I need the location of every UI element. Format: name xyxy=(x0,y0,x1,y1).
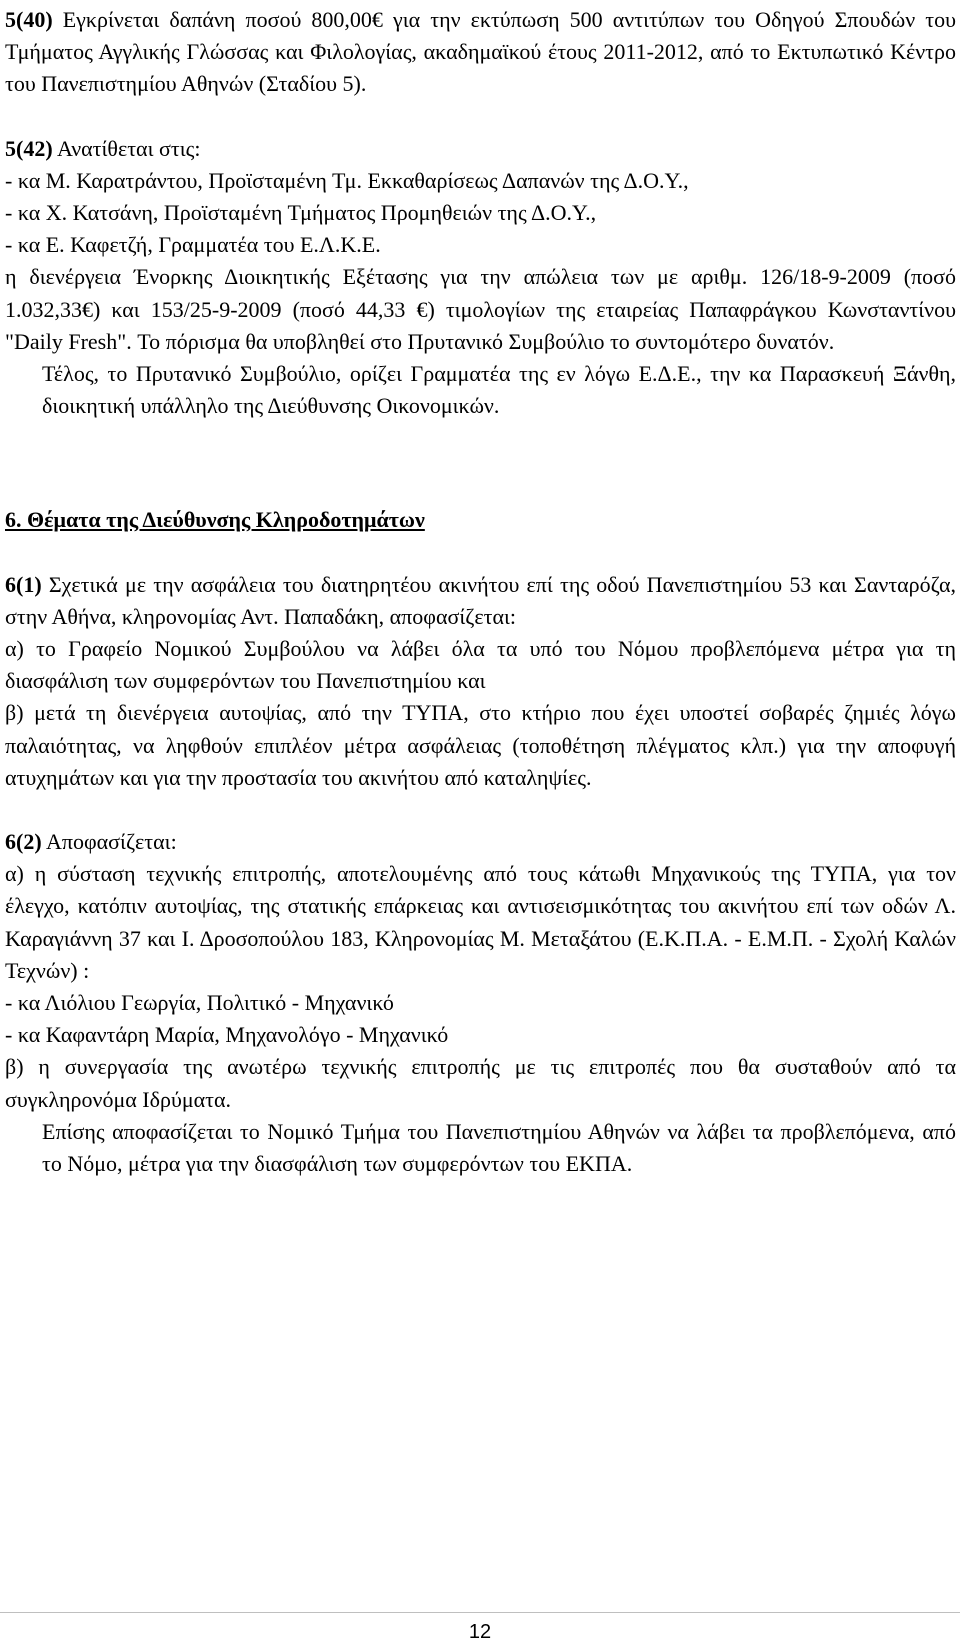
decision-item-b: β) μετά τη διενέργεια αυτοψίας, από την ΤΥΠΑ, στο κτήριο που έχει υποστεί σοβαρές ζημιές λόγω παλαιότητας, να ληφθούν επιπλέον μέτρα ασφάλειας (τοποθέτηση πλέγματος κλπ.) για την αποφυγή ατυχημάτων και για την προστασία του ακινήτου από καταληψίες. xyxy=(5,700,956,790)
decision-number: 6(1) xyxy=(5,571,42,597)
decision-intro-line xyxy=(5,826,956,858)
decision-intro: Αποφασίζεται: xyxy=(41,829,177,855)
assignee-line: - κα Μ. Καρατράντου, Προϊσταμένη Τμ. Εκκαθαρίσεως Δαπανών της Δ.Ο.Υ., xyxy=(5,167,689,193)
decision-closing: Επίσης αποφασίζεται το Νομικό Τμήμα του Πανεπιστημίου Αθηνών να λάβει τα προβλεπόμενα, από το Νόμο, μέτρα για την διασφάλιση των συμφερόντων του ΕΚΠΑ. xyxy=(42,1118,956,1177)
document-body xyxy=(5,4,956,1180)
committee-member: - κα Καφαντάρη Μαρία, Μηχανολόγο - Μηχανικό xyxy=(5,1022,449,1048)
decision-item-a: α) η σύσταση τεχνικής επιτροπής, αποτελουμένης από τους κάτωθι Μηχανικούς της ΤΥΠΑ, για τον έλεγχο, κατόπιν αυτοψίας, της στατικής επάρκειας και αντισεισμικότητας του ακινήτου επί των οδών Λ. Καραγιάννη 37 και Ι. Δροσοπούλου 183, Κληρονομίας Μ. Μεταξάτου (Ε.Κ.Π.Α. - Ε.Μ.Π. - Σχολή Καλών Τεχνών) : xyxy=(5,861,956,983)
decision-5-42 xyxy=(5,133,956,423)
decision-item-a: α) το Γραφείο Νομικού Συμβούλου να λάβει όλα τα υπό του Νόμου προβλεπόμενα μέτρα για τη διασφάλιση των συμφερόντων του Πανεπιστημίου και xyxy=(5,636,956,694)
decision-closing: Τέλος, το Πρυτανικό Συμβούλιο, ορίζει Γραμματέα της εν λόγω Ε.Δ.Ε., την κα Παρασκευή Ξάνθη, διοικητική υπάλληλο της Διεύθυνσης Οικονομικών. xyxy=(42,361,956,419)
section-heading: 6. Θέματα της Διεύθυνσης Κληροδοτημάτων xyxy=(5,507,425,533)
decision-6-2 xyxy=(5,826,956,1180)
decision-number: 5(42) xyxy=(5,135,53,161)
decision-number: 5(40) xyxy=(5,7,53,32)
page-footer xyxy=(0,1612,960,1647)
decision-intro: Σχετικά με την ασφάλεια του διατηρητέου ακινήτου επί της οδού Πανεπιστημίου 53 και Σανταρόζα, στην Αθήνα, κληρονομίας Αντ. Παπαδάκη, αποφασίζεται: xyxy=(5,571,956,629)
decision-5-40 xyxy=(5,4,956,101)
decision-number: 6(2) xyxy=(5,829,42,855)
assignee-line: - κα Ε. Καφετζή, Γραμματέα του Ε.Λ.Κ.Ε. xyxy=(5,232,381,258)
decision-6-1 xyxy=(5,569,956,794)
decision-text: Εγκρίνεται δαπάνη ποσού 800,00€ για την εκτύπωση 500 αντιτύπων του Οδηγού Σπουδών του Τμήματος Αγγλικής Γλώσσας και Φιλολογίας, ακαδημαϊκού έτους 2011-2012, από το Εκτυπωτικό Κέντρο του Πανεπιστημίου Αθηνών (Σταδίου 5). xyxy=(5,7,956,97)
decision-intro: Ανατίθεται στις: xyxy=(52,135,201,161)
page-number: 12 xyxy=(468,1621,492,1643)
assignee-line: - κα Χ. Κατσάνη, Προϊσταμένη Τμήματος Προμηθειών της Δ.Ο.Υ., xyxy=(5,200,597,226)
committee-member: - κα Λιόλιου Γεωργία, Πολιτικό - Μηχανικό xyxy=(5,990,394,1016)
decision-intro-line xyxy=(5,569,956,633)
footer-divider xyxy=(0,1612,960,1613)
decision-item-b: β) η συνεργασία της ανωτέρω τεχνικής επιτροπής με τις επιτροπές που θα συσταθούν από τα συγκληρονόμα Ιδρύματα. xyxy=(5,1054,956,1112)
decision-intro-line xyxy=(5,133,956,165)
decision-paragraph: η διενέργεια Ένορκης Διοικητικής Εξέτασης για την απώλεια των με αριθμ. 126/18-9-2009 (ποσό 1.032,33€) και 153/25-9-2009 (ποσό 44,33 €) τιμολογίων της εταιρείας Παπαφράγκου Κωνσταντίνου "Daily Fresh". Το πόρισμα θα υποβληθεί στο Πρυτανικό Συμβούλιο το συντομότερο δυνατόν. xyxy=(5,264,956,354)
